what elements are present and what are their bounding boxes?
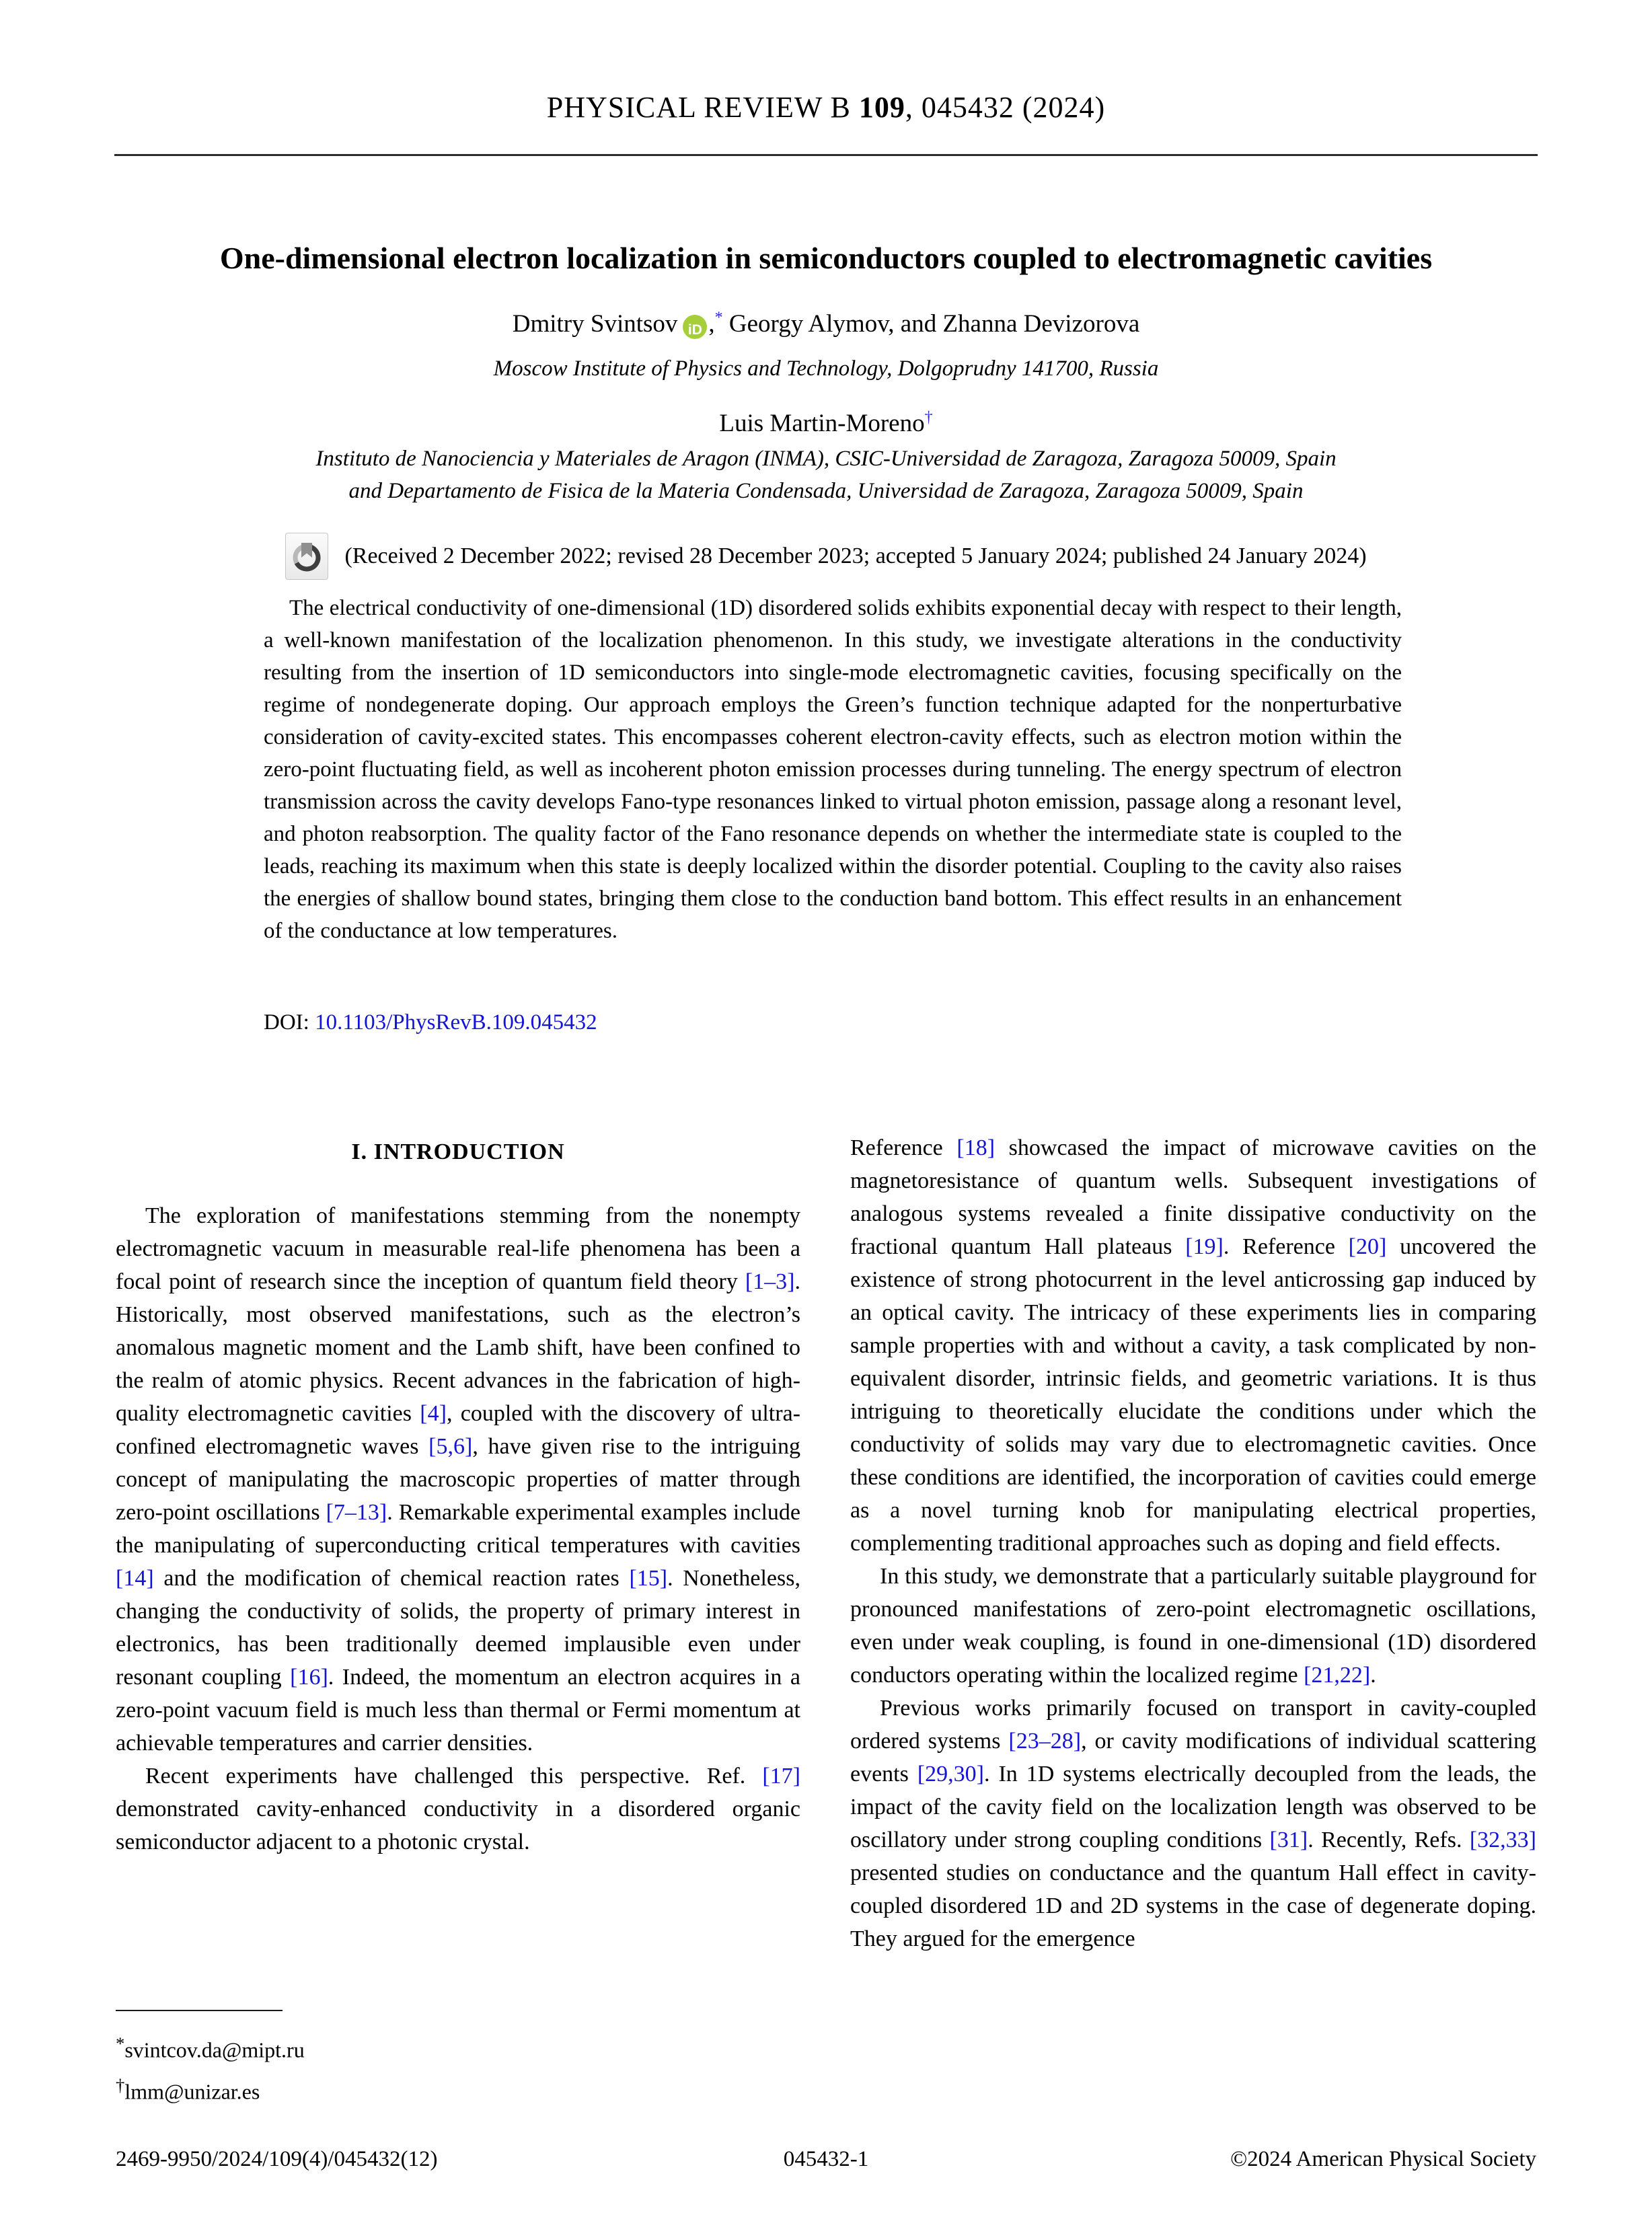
citation-link[interactable]: [1–3] <box>745 1269 795 1294</box>
header-divider <box>114 154 1538 156</box>
body-paragraph: Recent experiments have challenged this perspective. Ref. [17] demonstrated cavity-enhanced conductivity in a disordered organic semiconductor adjacent to a photonic crystal. <box>116 1764 800 1854</box>
footnote-marker-asterisk: * <box>116 2033 125 2054</box>
footnote-email-1 <box>116 2026 800 2068</box>
abstract <box>264 592 1402 947</box>
citation-link[interactable]: [20] <box>1348 1234 1387 1259</box>
authors-line-1 <box>114 309 1538 339</box>
affiliation-2-line-2: and Departamento de Fisica de la Materia Condensada, Universidad de Zaragoza, Zaragoza 50009, Spain <box>348 479 1304 503</box>
author-name: Luis Martin-Moreno <box>719 410 925 437</box>
doi-link[interactable]: 10.1103/PhysRevB.109.045432 <box>315 1010 597 1035</box>
journal-name: PHYSICAL REVIEW B <box>546 91 859 124</box>
body-paragraph: The exploration of manifestations stemming from the nonempty electromagnetic vacuum in measurable real-life phenomena has been a focal point of research since the inception of quantum field theory [1–3]. Historically, most observed manifestations, such as the electron’s anomalous magnetic moment and the Lamb shift, have been confined to the realm of atomic physics. Recent advances in the fabrication of high-quality electromagnetic cavities [4], coupled with the discovery of ultra-confined electromagnetic waves [5,6], have given rise to the intriguing concept of manipulating the macroscopic properties of matter through zero-point oscillations [7–13]. Remarkable experimental examples include the manipulating of superconducting critical temperatures with cavities [14] and the modification of chemical reaction rates [15]. Nonetheless, changing the conductivity of solids, the property of primary interest in electronics, has been traditionally deemed implausible even under resonant coupling [16]. Indeed, the momentum an electron acquires in a zero-point vacuum field is much less than thermal or Fermi momentum at achievable temperatures and carrier densities. <box>116 1203 800 1756</box>
affiliation-1: Moscow Institute of Physics and Technology, Dolgoprudny 141700, Russia <box>493 356 1159 381</box>
footnote-divider <box>116 2010 283 2011</box>
received-dates: (Received 2 December 2022; revised 28 December 2023; accepted 5 January 2024; published 24 January 2024) <box>344 543 1367 568</box>
body-paragraph: Reference [18] showcased the impact of microwave cavities on the magnetoresistance of quantum wells. Subsequent investigations of analogous systems revealed a finite dissipative conductivity on the fractional quantum Hall plateaus [19]. Reference [20] uncovered the existence of strong photocurrent in the level anticrossing gap induced by an optical cavity. The intricacy of these experiments lies in comparing sample properties with and without a cavity, a task complicated by non-equivalent disorder, intrinsic fields, and geometric variations. It is thus intriguing to theoretically elucidate the conditions under which the conductivity of solids may vary due to electromagnetic cavities. Once these conditions are identified, the incorporation of cavities could emerge as a novel turning knob for manipulating electrical properties, complementing traditional approaches such as doping and field effects. <box>850 1135 1536 1556</box>
page-footer <box>116 2147 1536 2179</box>
citation-link[interactable]: [17] <box>762 1764 800 1789</box>
authors-line-2 <box>114 409 1538 438</box>
citation-link[interactable]: [7–13] <box>326 1500 387 1525</box>
copyright-notice: ©2024 American Physical Society <box>1230 2147 1536 2171</box>
citation-link[interactable]: [29,30] <box>917 1762 984 1787</box>
journal-volume: 109 <box>858 91 905 124</box>
citation-link[interactable]: [19] <box>1185 1234 1224 1259</box>
page-title: One-dimensional electron localization in semiconductors coupled to electromagnetic cavities <box>219 241 1433 275</box>
citation-link[interactable]: [31] <box>1269 1828 1308 1852</box>
journal-header <box>114 90 1538 124</box>
left-column <box>116 1131 800 1999</box>
citation-link[interactable]: [14] <box>116 1566 154 1591</box>
citation-link[interactable]: [18] <box>956 1135 996 1160</box>
author-name: Dmitry Svintsov <box>512 310 678 338</box>
citation-link[interactable]: [4] <box>420 1401 447 1426</box>
body-paragraph: In this study, we demonstrate that a particularly suitable playground for pronounced manifestations of zero-point electromagnetic oscillations, even under weak coupling, is found in one-dimensional (1D) disordered conductors operating within the localized regime [21,22]. <box>850 1564 1536 1688</box>
citation-link[interactable]: [32,33] <box>1469 1828 1536 1852</box>
journal-issue-info: , 045432 (2024) <box>905 91 1106 124</box>
orcid-icon[interactable]: iD <box>683 315 707 339</box>
citation-link[interactable]: [16] <box>290 1665 328 1690</box>
author-names-rest: Georgy Alymov, and Zhanna Devizorova <box>722 310 1140 338</box>
doi-line <box>264 1010 597 1035</box>
footnote-marker-dagger: † <box>116 2074 125 2095</box>
footnote-text: lmm@unizar.es <box>124 2079 260 2104</box>
citation-link[interactable]: [15] <box>629 1566 668 1591</box>
doi-label: DOI: <box>264 1010 315 1035</box>
affiliation-2-line-1: Instituto de Nanociencia y Materiales de Aragon (INMA), CSIC-Universidad de Zaragoza, Zaragoza 50009, Spain <box>315 447 1337 471</box>
citation-link[interactable]: [23–28] <box>1008 1729 1082 1754</box>
author-separator: , <box>708 310 715 338</box>
abstract-text: The electrical conductivity of one-dimensional (1D) disordered solids exhibits exponential decay with respect to their length, a well-known manifestation of the localization phenomenon. In this study, we investigate alterations in the conductivity resulting from the insertion of 1D semiconductors into single-mode electromagnetic cavities, focusing specifically on the regime of nondegenerate doping. Our approach employs the Green’s function technique adapted for the nonperturbative consideration of cavity-excited states. This encompasses coherent electron-cavity effects, such as electron motion within the zero-point fluctuating field, as well as incoherent photon emission processes during tunneling. The energy spectrum of electron transmission across the cavity develops Fano-type resonances linked to virtual photon emission, passage along a resonant level, and photon reabsorption. The quality factor of the Fano resonance depends on whether the intermediate state is coupled to the leads, reaching its maximum when this state is deeply localized within the disorder potential. Coupling to the cavity also raises the energies of shallow bound states, bringing them close to the conduction band bottom. This effect results in an enhancement of the conductance at low temperatures. <box>264 596 1402 943</box>
dates-row <box>114 533 1538 580</box>
crossmark-icon[interactable] <box>285 533 328 580</box>
issn-info: 2469-9950/2024/109(4)/045432(12) <box>116 2147 438 2171</box>
page-number: 045432-1 <box>783 2147 869 2171</box>
section-heading-introduction: I. INTRODUCTION <box>351 1139 565 1164</box>
author-footnote-marker-asterisk[interactable]: * <box>714 309 723 327</box>
footnotes <box>116 2010 800 2109</box>
right-column <box>850 1131 1536 1955</box>
footnote-email-2 <box>116 2068 800 2109</box>
author-footnote-marker-dagger[interactable]: † <box>924 408 933 426</box>
body-paragraph: Previous works primarily focused on transport in cavity-coupled ordered systems [23–28], or cavity modifications of individual scattering events [29,30]. In 1D systems electrically decoupled from the leads, the impact of the cavity field on the localization length was observed to be oscillatory under strong coupling conditions [31]. Recently, Refs. [32,33] presented studies on conductance and the quantum Hall effect in cavity-coupled disordered 1D and 2D systems in the case of degenerate doping. They argued for the emergence <box>850 1696 1536 1951</box>
citation-link[interactable]: [5,6] <box>428 1434 473 1459</box>
footnote-text: svintcov.da@mipt.ru <box>124 2037 305 2062</box>
citation-link[interactable]: [21,22] <box>1304 1663 1371 1688</box>
